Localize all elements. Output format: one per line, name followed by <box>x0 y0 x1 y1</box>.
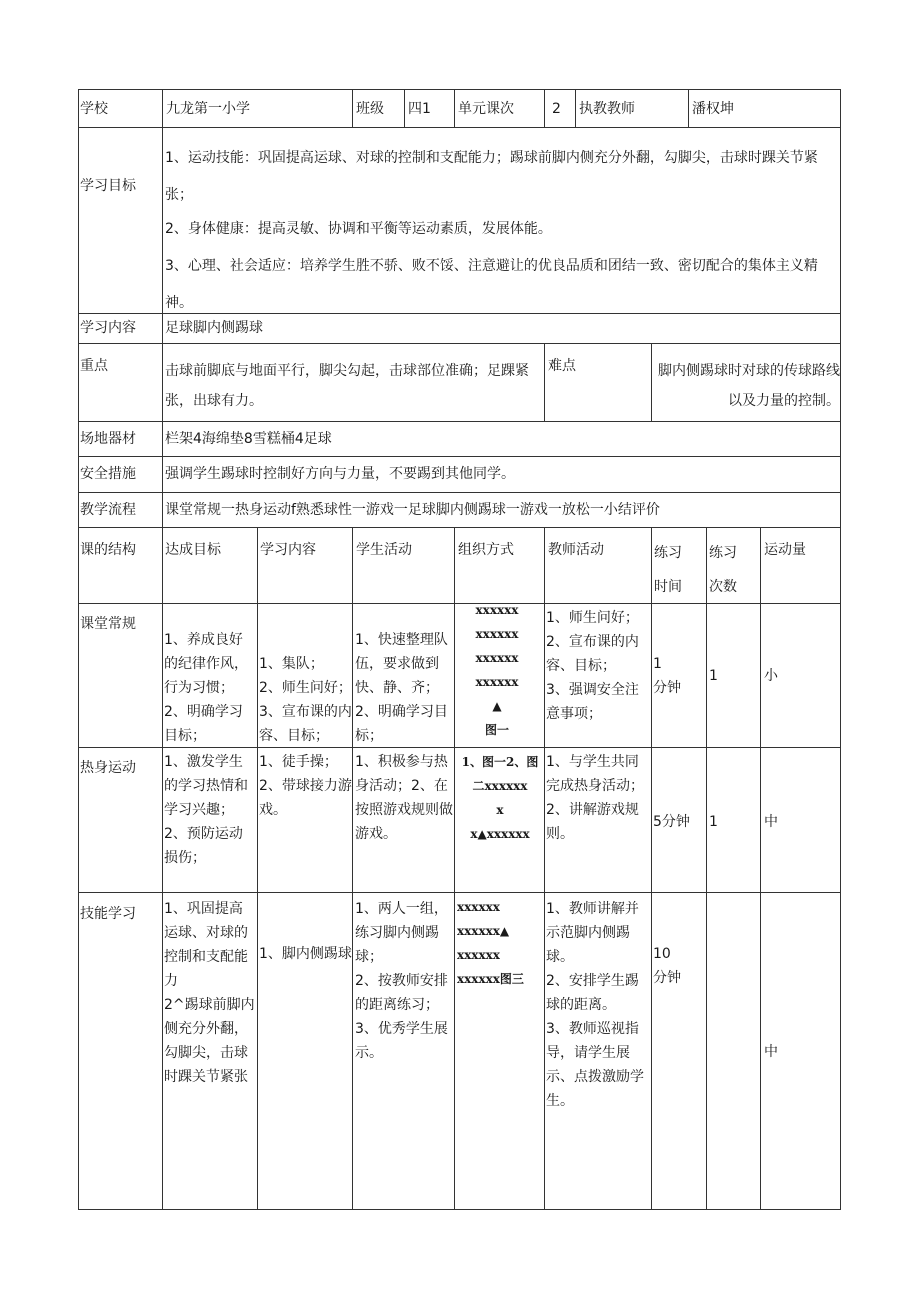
col-load: 运动量 <box>764 542 806 558</box>
row-count: 1 <box>709 668 718 684</box>
col-count: 练习 次数 <box>709 545 737 595</box>
row-student: 1、积极参与热身活动；2、在按照游戏规则做游戏。 <box>355 754 453 842</box>
rule <box>78 892 841 893</box>
rule <box>78 127 841 128</box>
col-time: 练习 时间 <box>654 545 682 595</box>
school-value: 九龙第一小学 <box>166 101 250 117</box>
safety-label: 安全措施 <box>80 466 136 482</box>
row-load: 中 <box>764 1044 778 1060</box>
flow-label: 教学流程 <box>80 502 136 518</box>
goal-item-1: 1、运动技能：巩固提高运球、对球的控制和支配能力；踢球前脚内侧充分外翻，勾脚尖，击球时踝关节紧张； <box>165 150 818 203</box>
col-goal: 达成目标 <box>165 542 221 558</box>
teacher-label: 执教教师 <box>579 101 635 117</box>
rule <box>651 527 652 1210</box>
goal-item-3: 3、心理、社会适应：培养学生胜不骄、败不馁、注意避让的优良品质和团结一致、密切配合的集体主义精神。 <box>165 258 818 311</box>
row-time: 5分钟 <box>653 814 690 830</box>
row-student: 1、快速整理队伍，要求做到快、静、齐； 2、明确学习目标； <box>355 632 448 744</box>
class-value: 四1 <box>408 101 431 117</box>
difficulty-label: 难点 <box>548 358 576 374</box>
row-count: 1 <box>709 814 718 830</box>
rule <box>78 89 79 1210</box>
rule <box>78 421 841 422</box>
rule <box>78 456 841 457</box>
col-content: 学习内容 <box>260 542 316 558</box>
safety-value: 强调学生踢球时控制好方向与力量，不要踢到其他同学。 <box>165 466 515 482</box>
rule <box>78 343 841 344</box>
row-goal: 1、养成良好的纪律作风，行为习惯； 2、明确学习目标； <box>164 632 248 744</box>
rule <box>544 527 545 1210</box>
rule <box>454 527 455 1210</box>
row-content: 1、集队； 2、师生问好； 3、宣布课的内容、目标； <box>259 656 352 744</box>
row-section: 课堂常规 <box>80 616 136 632</box>
row-teacher: 1、师生问好； 2、宣布课的内容、目标； 3、强调安全注意事项； <box>546 610 639 722</box>
rule <box>760 527 761 1210</box>
col-structure: 课的结构 <box>80 542 136 558</box>
rule <box>162 89 163 1210</box>
unit-label: 单元课次 <box>458 101 514 117</box>
content-value: 足球脚内侧踢球 <box>165 320 263 336</box>
class-label: 班级 <box>356 101 384 117</box>
rule <box>404 89 405 127</box>
key-points-value: 击球前脚底与地面平行，脚尖勾起，击球部位准确；足踝紧张，出球有力。 <box>165 363 529 409</box>
row-load: 小 <box>764 668 778 684</box>
row-student: 1、两人一组，练习脚内侧踢球； 2、按教师安排的距离练习； 3、优秀学生展示。 <box>355 901 448 1061</box>
row-teacher: 1、与学生共同完成热身活动； 2、讲解游戏规则。 <box>546 754 644 842</box>
unit-value: 2 <box>552 101 561 117</box>
content-label: 学习内容 <box>80 320 136 336</box>
rule <box>352 527 353 1210</box>
teacher-value: 潘权坤 <box>692 101 734 117</box>
row-teacher: 1、教师讲解并示范脚内侧踢球。 2、安排学生踢球的距离。 3、教师巡视指导，请学生展示、点拨激励学生。 <box>546 901 644 1109</box>
rule <box>688 89 689 127</box>
key-points-label: 重点 <box>80 358 108 374</box>
col-student: 学生活动 <box>356 542 412 558</box>
row-load: 中 <box>764 814 778 830</box>
rule <box>78 1209 841 1210</box>
goals-label: 学习目标 <box>80 178 136 194</box>
rule <box>454 89 455 127</box>
goal-item-2: 2、身体健康：提高灵敏、协调和平衡等运动素质，发展体能。 <box>165 221 552 237</box>
row-content: 1、徒手操； 2、带球接力游戏。 <box>259 754 352 818</box>
row-goal: 1、巩固提高运球、对球的控制和支配能力 2^踢球前脚内侧充分外翻，勾脚尖，击球时踝关节紧张 <box>164 901 255 1085</box>
school-label: 学校 <box>80 101 108 117</box>
equipment-value: 栏架4海绵垫8雪糕桶4足球 <box>165 431 332 447</box>
rule <box>706 527 707 1210</box>
rule <box>544 343 545 421</box>
row-section: 热身运动 <box>80 760 136 776</box>
rule <box>78 492 841 493</box>
row-time: 10 分钟 <box>653 946 681 986</box>
row-goal: 1、激发学生的学习热情和学习兴趣； 2、预防运动损伤； <box>164 754 248 866</box>
rule <box>840 89 841 1210</box>
rule <box>257 527 258 1210</box>
rule <box>651 343 652 421</box>
row-section: 技能学习 <box>80 906 136 922</box>
rule <box>575 89 576 127</box>
row-organization: xxxxxx xxxxxx xxxxxx xxxxxx ▲ 图一 <box>475 603 519 737</box>
difficulty-value: 脚内侧踢球时对球的传球路线以及力量的控制。 <box>658 363 840 409</box>
rule <box>352 89 353 127</box>
col-organization: 组织方式 <box>458 542 514 558</box>
row-organization: xxxxxx xxxxxx▲ xxxxxx xxxxxx图三 <box>457 900 524 986</box>
col-teacher: 教师活动 <box>548 542 604 558</box>
row-organization: 1、图一2、图二xxxxxx x x▲xxxxxx <box>461 755 539 841</box>
flow-value: 课堂常规一热身运动f熟悉球性一游戏一足球脚内侧踢球一游戏一放松一小结评价 <box>165 502 660 518</box>
row-time: 1 分钟 <box>653 656 681 696</box>
rule <box>78 89 841 90</box>
row-content: 1、脚内侧踢球 <box>259 946 352 962</box>
rule <box>78 527 841 528</box>
equipment-label: 场地器材 <box>80 431 136 447</box>
rule <box>544 89 545 127</box>
